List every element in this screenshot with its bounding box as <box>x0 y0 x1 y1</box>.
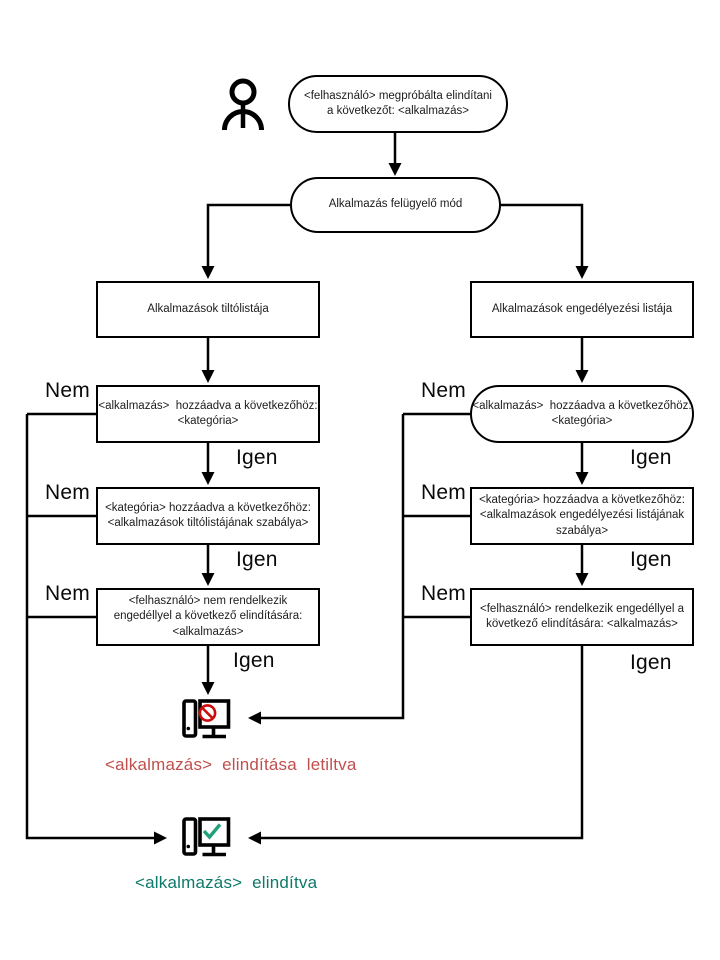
node-allowlist <box>470 281 694 338</box>
node-text-line: <alkalmazás> hozzáadva a következőhöz: <box>472 399 692 412</box>
edge-label-yes: Igen <box>630 651 672 674</box>
node-text-line: <alkalmazás> hozzáadva a következőhöz: <box>98 399 318 412</box>
computer-blocked-icon <box>184 701 229 737</box>
node-text-line: <kategória> <box>551 415 613 427</box>
computer-check-icon <box>184 819 229 855</box>
edge-label-no: Nem <box>45 379 90 402</box>
edge-label-yes: Igen <box>630 548 672 571</box>
edge-label-yes: Igen <box>630 446 672 469</box>
node-application-control-mode <box>290 177 501 233</box>
node-text-line: <alkalmazások tiltólistájának szabálya> <box>107 517 309 529</box>
node-text-line: <alkalmazás> <box>172 625 244 638</box>
tower-led-dot <box>187 727 191 731</box>
outcome-started-text: <alkalmazás> elindítva <box>135 873 318 892</box>
node-deny-category-rule <box>96 487 320 545</box>
edge-label-no: Nem <box>421 582 466 605</box>
node-start <box>288 75 508 133</box>
node-allow-category-rule <box>470 487 694 545</box>
node-text-line: <felhasználó> rendelkezik engedéllyel a <box>480 602 684 615</box>
node-text-line: <alkalmazások engedélyezési listájának <box>479 509 685 522</box>
edge-label-no: Nem <box>421 379 466 402</box>
node-user-has-no-permission <box>96 588 320 646</box>
user-icon <box>225 81 262 130</box>
node-text-line: engedéllyel a következő elindítására: <box>113 610 303 623</box>
node-text-line: <kategória> hozzáadva a következőhöz: <box>479 494 685 507</box>
node-text-line: <kategória> <box>177 415 239 427</box>
node-denylist <box>96 281 320 338</box>
edge-label-no: Nem <box>45 582 90 605</box>
flow-connectors <box>27 132 582 838</box>
edge-label-no: Nem <box>421 481 466 504</box>
node-user-has-permission <box>470 588 694 646</box>
node-text-line: <felhasználó> nem rendelkezik <box>128 595 288 608</box>
edge-label-yes: Igen <box>236 446 278 469</box>
edge-label-no: Nem <box>45 481 90 504</box>
node-text-line: Alkalmazások engedélyezési listája <box>491 302 673 315</box>
node-deny-app-in-category <box>96 385 320 443</box>
outcome-blocked-text: <alkalmazás> elindítása letiltva <box>105 755 357 774</box>
node-text-line: a következőt: <alkalmazás> <box>327 105 469 117</box>
node-allow-app-in-category <box>470 385 694 443</box>
node-text-line: Alkalmazás felügyelő mód <box>328 198 463 211</box>
node-text-line: szabálya> <box>555 524 609 537</box>
edge-label-yes: Igen <box>233 649 275 672</box>
prohibition-icon <box>200 705 215 720</box>
edge-label-yes: Igen <box>236 548 278 571</box>
tower-led-dot <box>187 845 191 849</box>
node-text-line: <felhasználó> megpróbálta elindítani <box>304 89 492 102</box>
node-text-line: <kategória> hozzáadva a következőhöz: <box>105 501 311 514</box>
node-text-line: következő elindítására: <alkalmazás> <box>486 618 678 630</box>
node-text-line: Alkalmazások tiltólistája <box>147 302 269 315</box>
